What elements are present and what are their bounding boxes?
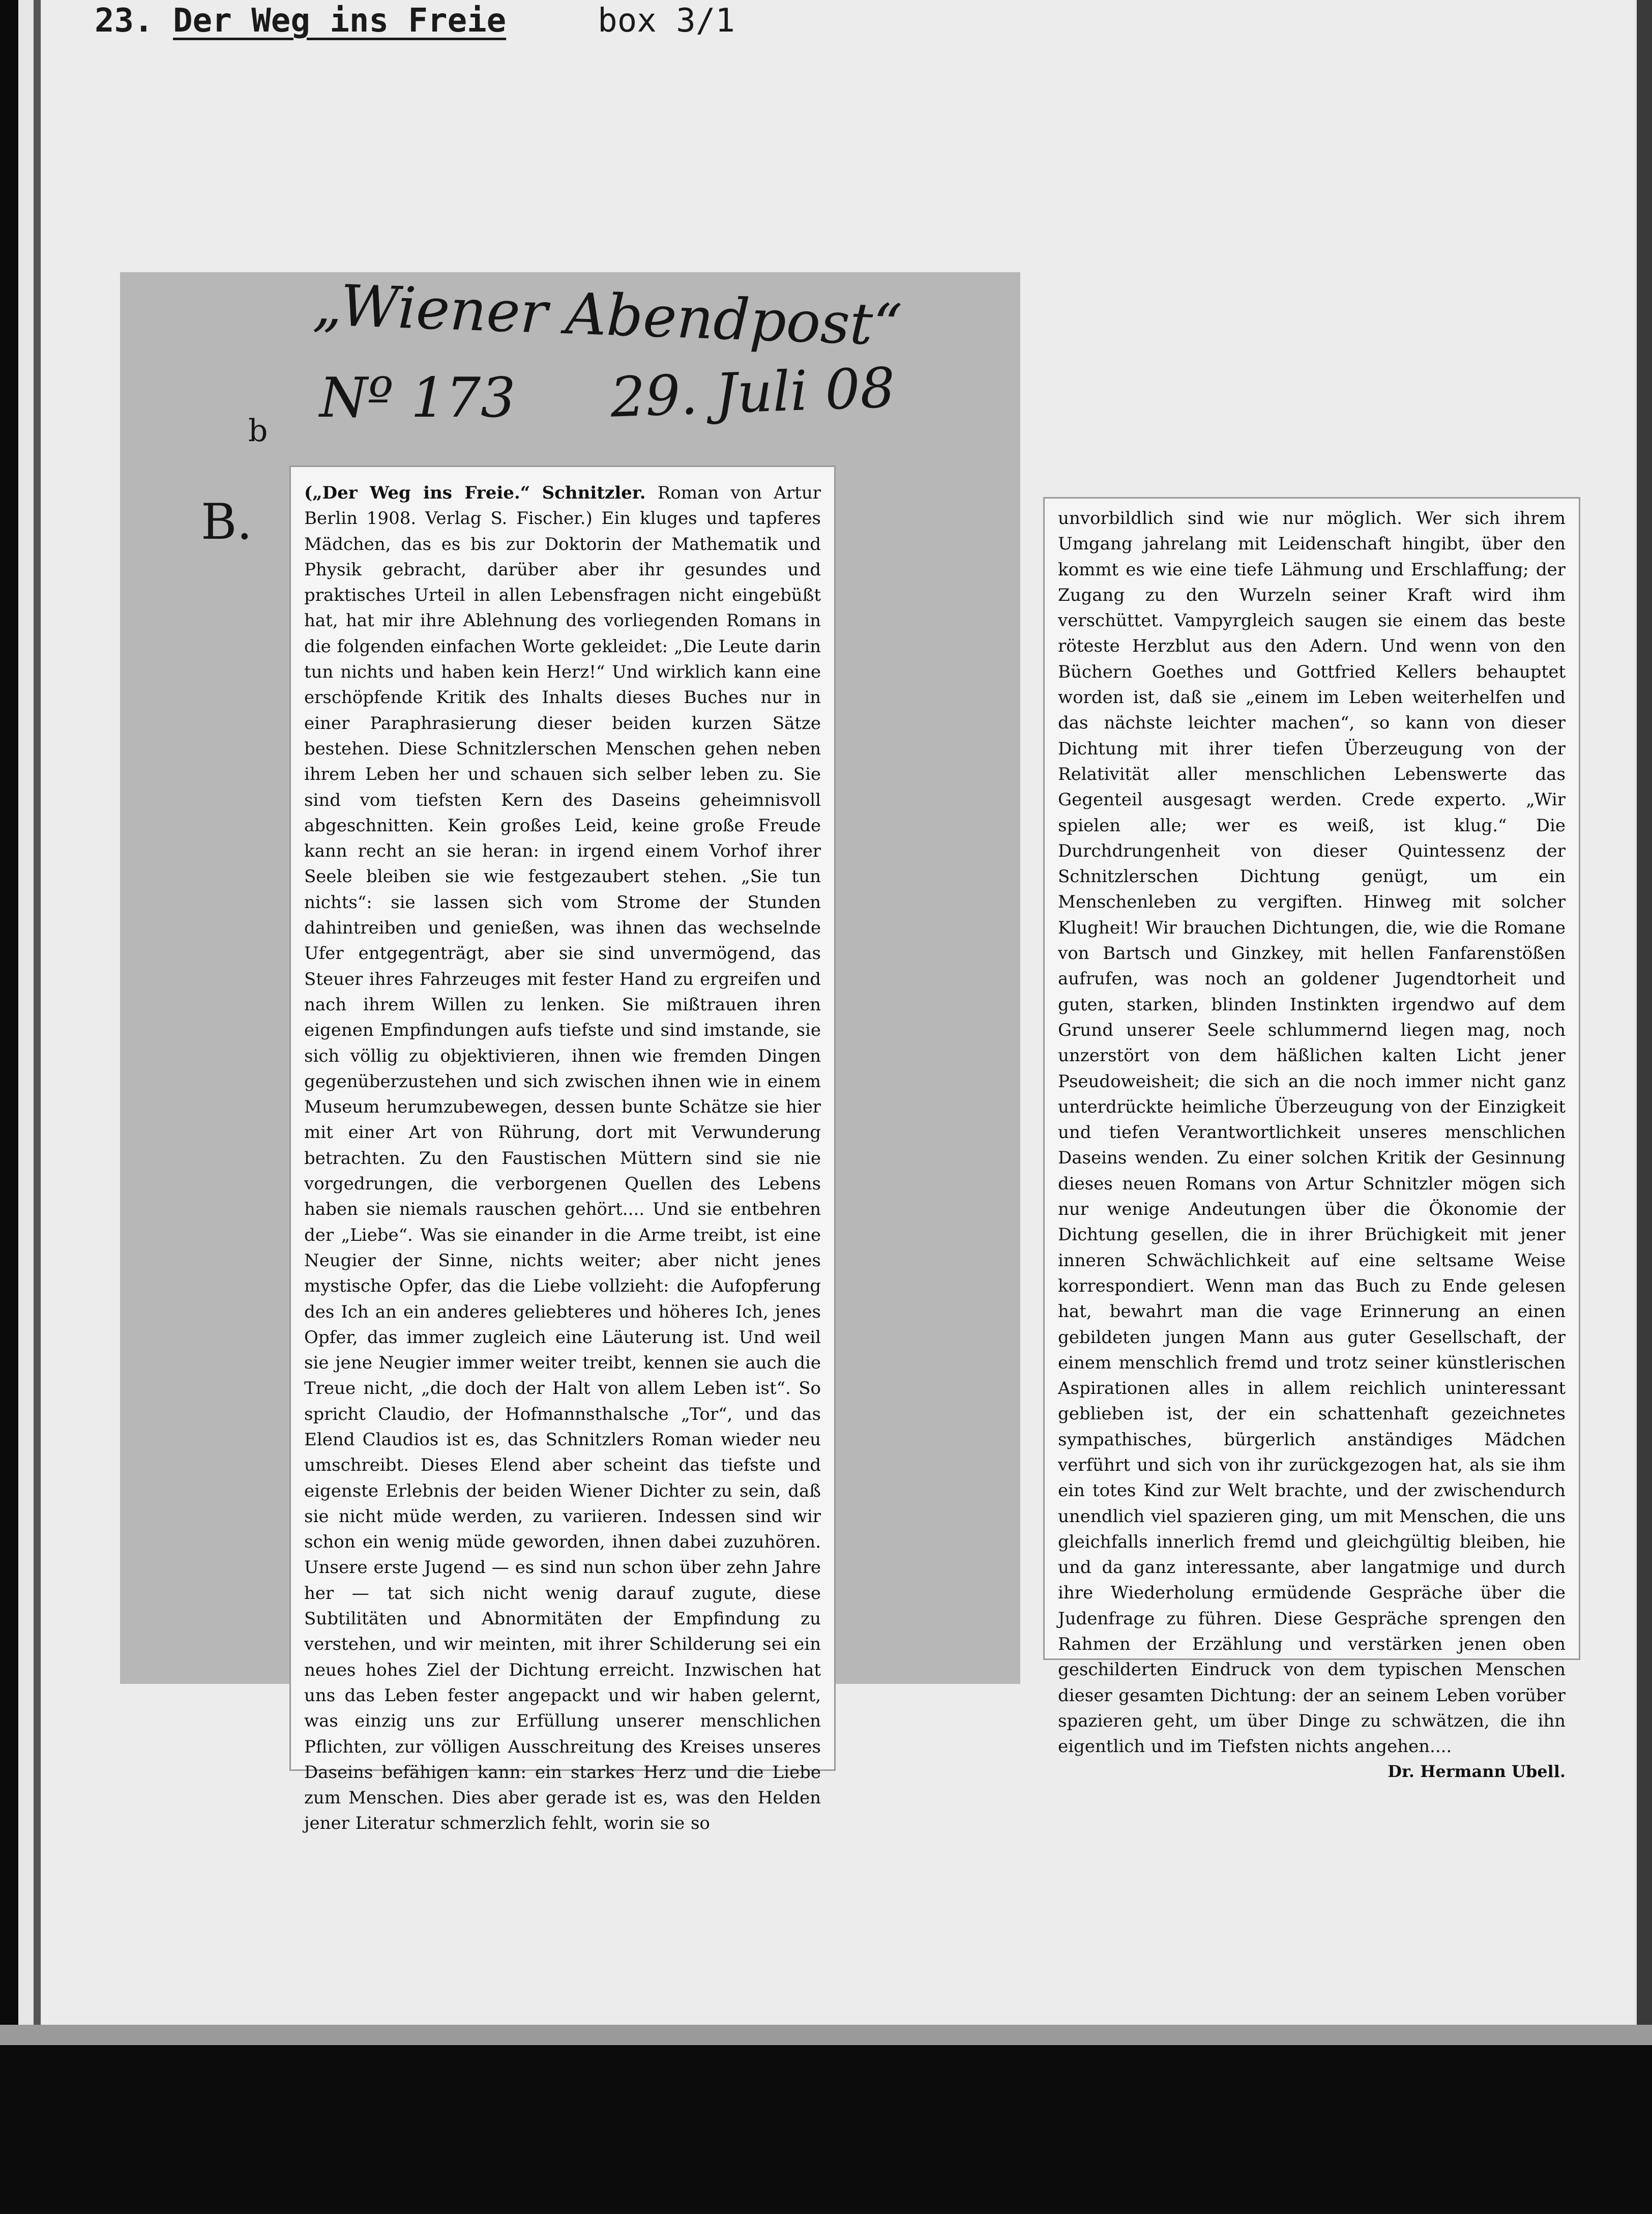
scan-edge-left-inner (34, 0, 41, 2214)
clipping-column-left (291, 467, 834, 1834)
handwritten-issue: Nº 173 (319, 366, 516, 430)
scan-edge-bottom (0, 2045, 1652, 2214)
scan-edge-right (1637, 0, 1652, 2214)
folder-box: box 3/1 (598, 2, 735, 40)
article-heading: („Der Weg ins Freie.“ (304, 483, 530, 503)
handwritten-mark: b (248, 413, 268, 449)
scan-edge-bottom-strip (0, 2025, 1652, 2045)
clipping-column-right (1045, 499, 1579, 1781)
article-body-right: unvorbildlich sind wie nur möglich. Wer sich ihrem Umgang jahrelang mit Leidenschaft hingibt, über den kommt es wie eine tiefe Lähmung und Erschlaffung; der Zugang zu den Wurzeln seiner Kraft wird ihm verschüttet. Vampyrgleich saugen sie einem das beste röteste Herzblut aus den Adern. Und wenn von den Büchern Goethes und Gottfried Kellers behauptet worden ist, daß sie „einem im Leben weiterhelfen und das nächste leichter machen“, so kann von dieser Dichtung mit ihrer tiefen Überzeugung von der Relativität aller menschlichen Lebenswerte das Gegenteil ausgesagt werden. Crede experto. „Wir spielen alle; wer es weiß, ist klug.“ Die Durchdrungenheit von dieser Quintessenz der Schnitzlerschen Dichtung genügt, um ein Menschenleben zu vergiften. Hinweg mit solcher Klugheit! Wir brauchen Dichtungen, die, wie die Romane von Bartsch und Ginzkey, mit hellen Fanfarenstößen aufrufen, was noch an goldener Jugendtorheit und guten, starken, blinden Instinkten irgendwo auf dem Grund unserer Seele schlummernd liegen mag, noch unzerstört von dem häßlichen kalten Licht jener Pseudoweisheit; die sich an die noch immer nicht ganz unterdrückte heimliche Überzeugung von der Einzigkeit und tiefen Verantwortlichkeit unseres menschlichen Daseins wenden. Zu einer solchen Kritik der Gesinnung dieses neuen Romans von Artur Schnitzler mögen sich nur wenige Andeutungen über die Ökonomie der Dichtung gesellen, die in ihrer Brüchigkeit mit jener inneren Schwächlichkeit auf eine seltsame Weise korrespondiert. Wenn man das Buch zu Ende gelesen hat, bewahrt man die vage Erinnerung an einen gebildeten jungen Mann aus guter Gesellschaft, der einem menschlich fremd und trotz seiner künstlerischen Aspirationen alles in allem reichlich uninteressant geblieben ist, der ein schattenhaft gezeichnetes sympathisches, bürgerlich anständiges Mädchen verführt und sich von ihr zurückgezogen hat, als sie ihm ein totes Kind zur Welt brachte, und der zwischendurch unendlich viel spazieren ging, um mit Menschen, die uns gleichfalls innerlich fremd und gleichgültig bleiben, hie und da ganz interessante, aber langatmige und durch ihre Wiederholung ermüdende Gespräche über die Judenfrage zu führen. Diese Gespräche sprengen den Rahmen der Erzählung und verstärken jenen oben geschilderten Eindruck von dem typischen Menschen dieser gesamten Dichtung: der an seinem Leben vorüber spazieren geht, um über Dinge zu schwätzen, die ihn eigentlich und im Tiefsten nichts angehen.... (1058, 508, 1566, 1757)
folder-number: 23. (95, 2, 154, 40)
article-signature: Dr. Hermann Ubell. (1388, 1761, 1566, 1781)
folder-title: Der Weg ins Freie (173, 2, 507, 40)
folder-header (95, 2, 735, 40)
scan-edge-left (0, 0, 18, 2214)
handwritten-newspaper: „Wiener Abendpost“ (312, 272, 903, 359)
handwritten-date: 29. Juli 08 (609, 356, 896, 430)
article-author-label: Schnitzler. (542, 483, 646, 503)
handwritten-letter: B. (201, 493, 253, 550)
article-left-text (304, 480, 821, 1837)
article-body-left: Roman von Artur Berlin 1908. Verlag S. Fischer.) Ein kluges und tapferes Mädchen, das es bis zur Doktorin der Mathematik und Physik gebracht, darüber aber ihr gesundes und praktisches Urteil in allen Lebensfragen nicht eingebüßt hat, hat mir ihre Ablehnung des vorliegenden Romans in die folgenden einfachen Worte gekleidet: „Die Leute darin tun nichts und haben kein Herz!“ Und wirklich kann eine erschöpfende Kritik des Inhalts dieses Buches nur in einer Paraphrasierung dieser beiden kurzen Sätze bestehen. Diese Schnitzlerschen Menschen gehen neben ihrem Leben her und schauen sich selber leben zu. Sie sind vom tiefsten Kern des Daseins geheimnisvoll abgeschnitten. Kein großes Leid, keine große Freude kann recht an sie heran: in irgend einem Vorhof ihrer Seele bleiben sie wie festgezaubert stehen. „Sie tun nichts“: sie lassen sich vom Strome der Stunden dahintreiben und genießen, was ihnen das wechselnde Ufer entgegenträgt, aber sie sind unvermögend, das Steuer ihres Fahrzeuges mit fester Hand zu ergreifen und nach ihrem Willen zu lenken. Sie mißtrauen ihren eigenen Empfindungen aufs tiefste und sind imstande, sie sich völlig zu objektivieren, ihnen wie fremden Dingen gegenüberzustehen und sich zwischen ihnen wie in einem Museum herumzubewegen, dessen bunte Schätze sie hier mit einer Art von Rührung, dort mit Verwunderung betrachten. Zu den Faustischen Müttern sind sie nie vorgedrungen, die verborgenen Quellen des Lebens haben sie niemals rauschen gehört.... Und sie entbehren der „Liebe“. Was sie einander in die Arme treibt, ist eine Neugier der Sinne, nichts weiter; aber nicht jenes mystische Opfer, das die Liebe vollzieht: die Aufopferung des Ich an ein anderes geliebteres und höheres Ich, jenes Opfer, das immer zugleich eine Läuterung ist. Und weil sie jene Neugier immer weiter treibt, kennen sie auch die Treue nicht, „die doch der Halt von allem Leben ist“. So spricht Claudio, der Hofmannsthalsche „Tor“, und das Elend Claudios ist es, das Schnitzlers Roman wieder neu umschreibt. Dieses Elend aber scheint das tiefste und eigenste Erlebnis der beiden Wiener Dichter zu sein, daß sie nicht müde werden, zu variieren. Indessen sind wir schon ein wenig müde geworden, ihnen dabei zuzuhören. Unsere erste Jugend — es sind nun schon über zehn Jahre her — tat sich nicht wenig darauf zugute, diese Subtilitäten und Abnormitäten der Empfindung zu verstehen, und wir meinten, mit ihrer Schilderung sei ein neues hohes Ziel der Dichtung erreicht. Inzwischen hat uns das Leben fester angepackt und wir haben gelernt, was einzig uns zur Erfüllung unserer menschlichen Pflichten, zur völligen Ausschreitung des Kreises unseres Daseins befähigen kann: ein starkes Herz und die Liebe zum Menschen. Dies aber gerade ist es, was den Helden jener Literatur schmerzlich fehlt, worin sie so (304, 483, 821, 1834)
